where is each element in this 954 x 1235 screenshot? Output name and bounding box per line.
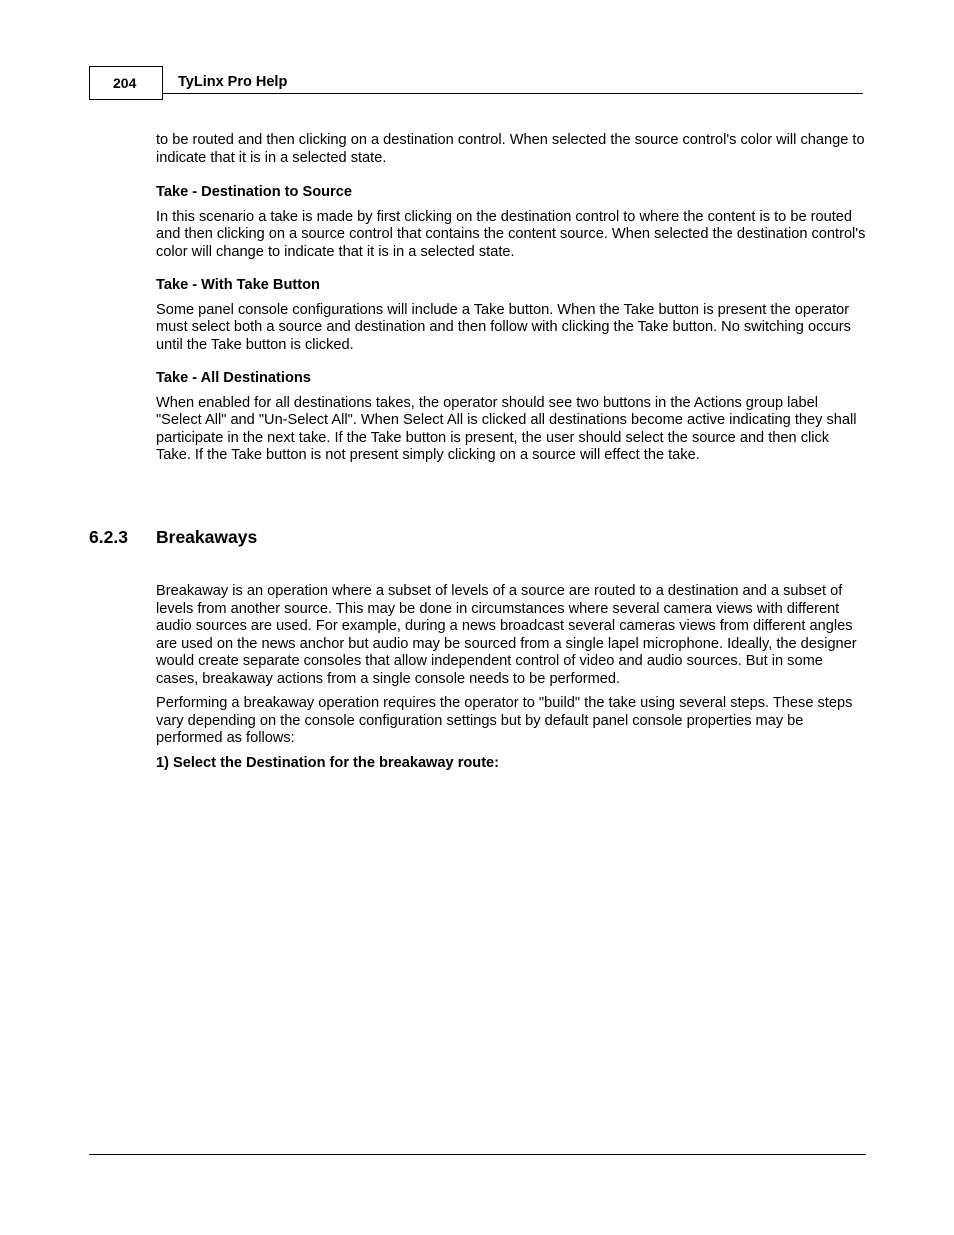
section-number: 6.2.3: [89, 527, 128, 547]
subsection-body: When enabled for all destinations takes, the operator should see two buttons in the Actions group label "Select All" and "Un-Select All". When Select All is clicked all destinations become active indicating they shall participate in the next take. If the Take button is present, the user should select the source and then click Take. If the Take button is not present simply clicking on a source will effect the take.: [156, 394, 857, 463]
subsection-heading: Take - Destination to Source: [156, 184, 352, 200]
content-top: [156, 132, 866, 465]
header-rule: [163, 93, 863, 94]
section-heading: [89, 527, 257, 547]
subsection-heading: Take - All Destinations: [156, 370, 311, 386]
footer-rule: [89, 1154, 866, 1155]
content-breakaways: [156, 583, 866, 772]
header-title: TyLinx Pro Help: [178, 74, 288, 90]
section-paragraph: Breakaway is an operation where a subset of levels of a source are routed to a destination and a subset of levels from another source. This may be done in circumstances where several camera views with different audio sources are used. For example, during a news broadcast several cameras views from different angles are used on the news anchor but audio may be sourced from a single lapel microphone. Ideally, the designer would create separate consoles that allow independent control of video and audio sources. But in some cases, breakaway actions from a single console needs to be performed.: [156, 583, 857, 687]
subsection-body: Some panel console configurations will include a Take button. When the Take button is present the operator must select both a source and destination and then follow with clicking the Take button. No switching occurs until the Take button is clicked.: [156, 301, 851, 353]
intro-paragraph: to be routed and then clicking on a destination control. When selected the source control's color will change to indicate that it is in a selected state.: [156, 132, 865, 166]
subsection-heading: Take - With Take Button: [156, 277, 320, 293]
step-heading: 1) Select the Destination for the breakaway route:: [156, 754, 500, 771]
section-paragraph: Performing a breakaway operation requires the operator to "build" the take using several steps. These steps vary depending on the console configuration settings but by default panel console properties may be performed as follows:: [156, 695, 853, 746]
subsection-body: In this scenario a take is made by first clicking on the destination control to where the content is to be routed and then clicking on a source control that contains the content source. When selected the destination control's color will change to indicate that it is in a selected state.: [156, 208, 866, 260]
page-number: 204: [89, 66, 163, 100]
section-title: Breakaways: [156, 527, 258, 547]
